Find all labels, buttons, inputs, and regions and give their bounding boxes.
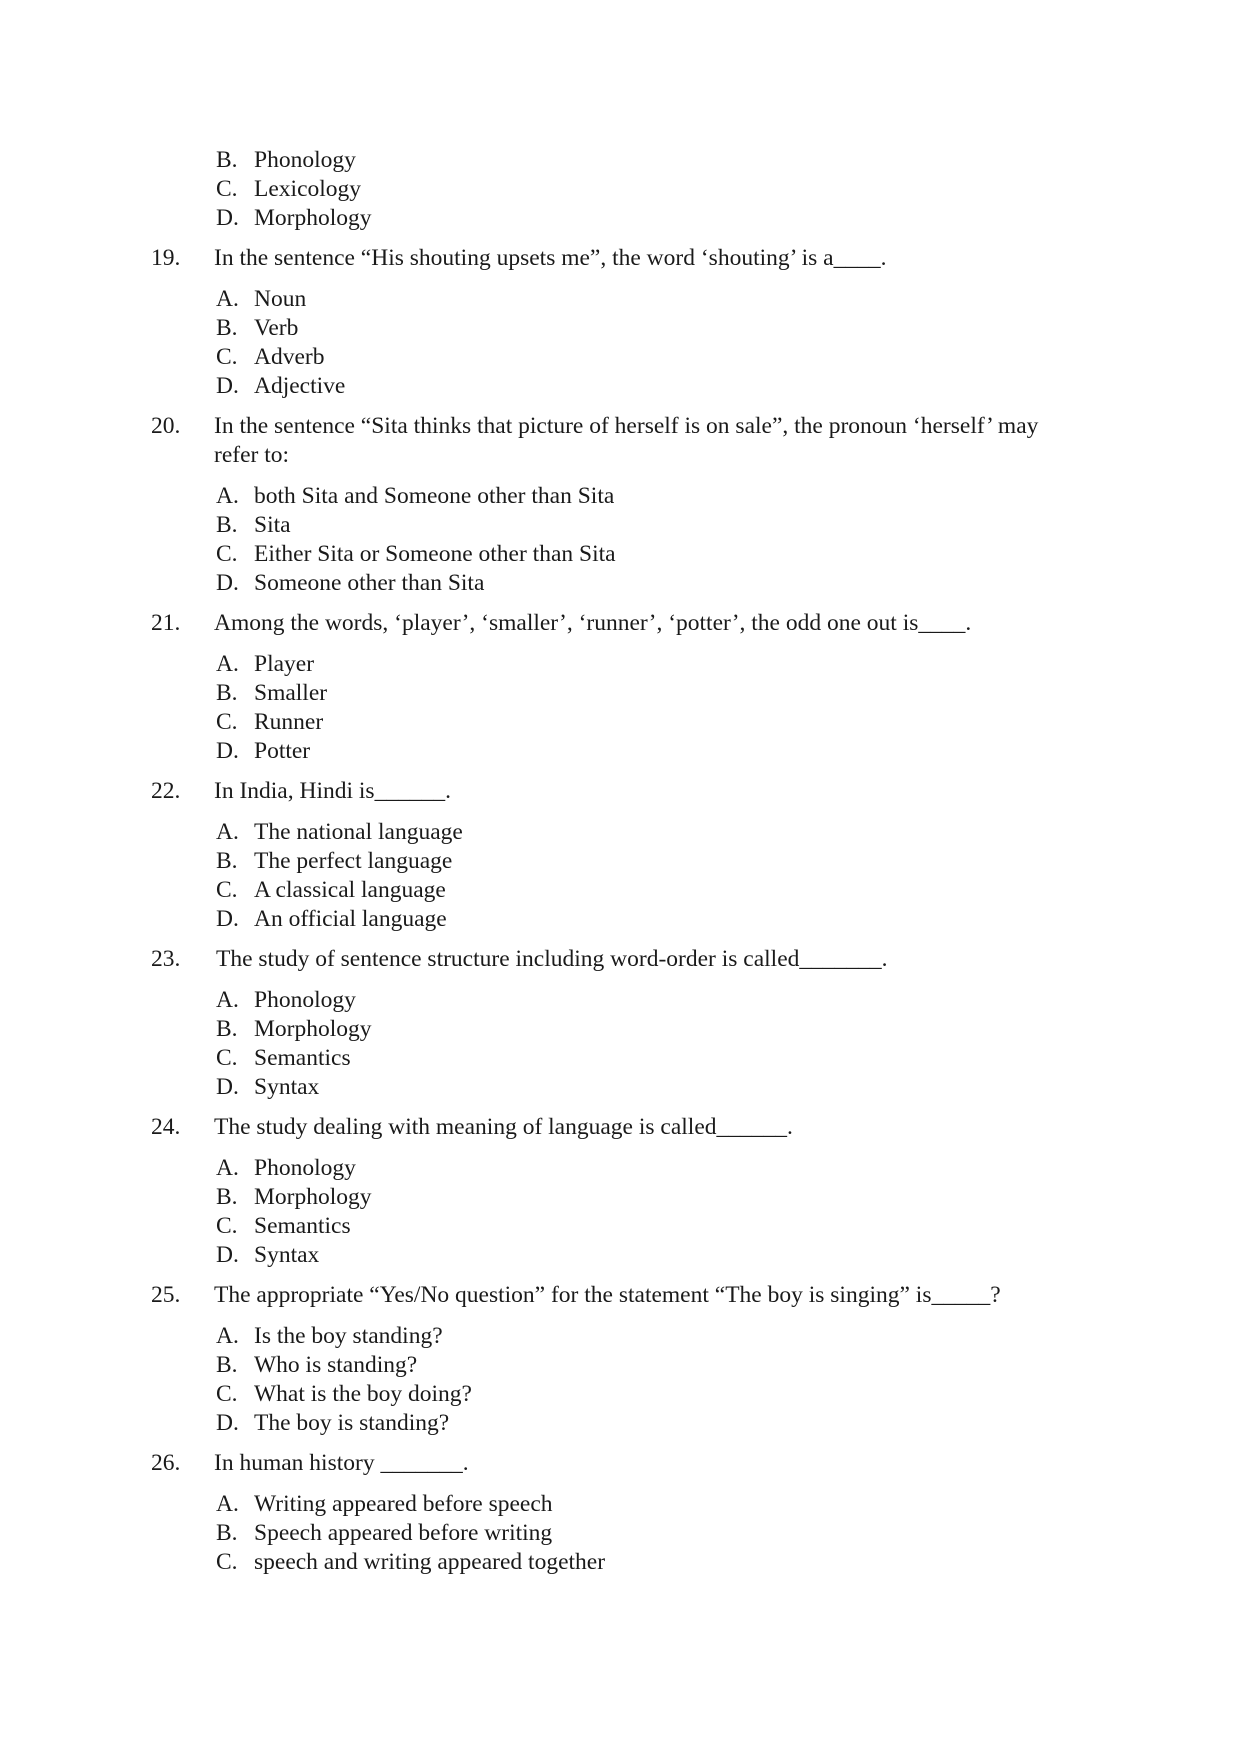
option-letter: A. <box>216 1323 239 1349</box>
option-letter: B. <box>216 1520 238 1546</box>
option-text: The perfect language <box>254 848 453 874</box>
option-text: A classical language <box>254 877 446 903</box>
question-text: The study dealing with meaning of language is called______. <box>214 1114 793 1140</box>
option-letter: D. <box>216 205 239 231</box>
question-22 <box>0 777 1240 934</box>
question-options <box>0 1322 1240 1438</box>
option-row <box>0 737 1240 766</box>
option-text: An official language <box>254 906 447 932</box>
option-row <box>0 204 1240 233</box>
question-20 <box>0 412 1240 598</box>
question-26 <box>0 1449 1240 1577</box>
option-text: Phonology <box>254 147 356 173</box>
option-letter: C. <box>216 1549 238 1575</box>
option-row <box>0 679 1240 708</box>
option-text: Sita <box>254 512 291 538</box>
option-text: Noun <box>254 286 307 312</box>
option-letter: A. <box>216 1155 239 1181</box>
option-letter: B. <box>216 680 238 706</box>
option-letter: C. <box>216 1213 238 1239</box>
option-text: The national language <box>254 819 463 845</box>
option-text: Lexicology <box>254 176 362 202</box>
option-text: Syntax <box>254 1242 320 1268</box>
option-row <box>0 569 1240 598</box>
option-letter: A. <box>216 651 239 677</box>
question-23 <box>0 945 1240 1102</box>
option-text: Syntax <box>254 1074 320 1100</box>
option-text: speech and writing appeared together <box>254 1549 606 1575</box>
option-letter: A. <box>216 483 239 509</box>
option-text: Runner <box>254 709 324 735</box>
option-text: What is the boy doing? <box>254 1381 472 1407</box>
option-row <box>0 372 1240 401</box>
question-options <box>0 285 1240 401</box>
continued-options <box>0 146 1240 233</box>
option-letter: B. <box>216 1352 238 1378</box>
question-19 <box>0 244 1240 401</box>
option-row <box>0 1073 1240 1102</box>
option-text: both Sita and Someone other than Sita <box>254 483 615 509</box>
option-letter: D. <box>216 1242 239 1268</box>
option-text: Speech appeared before writing <box>254 1520 553 1546</box>
option-text: Adverb <box>254 344 325 370</box>
option-letter: D. <box>216 1410 239 1436</box>
option-letter: B. <box>216 1016 238 1042</box>
option-row <box>0 1015 1240 1044</box>
question-number: 25. <box>151 1282 181 1308</box>
option-row <box>0 482 1240 511</box>
option-row <box>0 146 1240 175</box>
question-options <box>0 482 1240 598</box>
option-row <box>0 905 1240 934</box>
option-text: Who is standing? <box>254 1352 418 1378</box>
option-row <box>0 876 1240 905</box>
option-letter: C. <box>216 1045 238 1071</box>
option-letter: D. <box>216 738 239 764</box>
question-text: In India, Hindi is______. <box>214 778 451 804</box>
option-letter: C. <box>216 344 238 370</box>
option-row <box>0 1241 1240 1270</box>
option-letter: C. <box>216 1381 238 1407</box>
option-text: The boy is standing? <box>254 1410 450 1436</box>
question-options <box>0 986 1240 1102</box>
option-letter: B. <box>216 147 238 173</box>
question-text: In the sentence “Sita thinks that picture of herself is on sale”, the pronoun ‘herself’ may refer to: <box>214 413 1039 468</box>
option-text: Writing appeared before speech <box>254 1491 553 1517</box>
option-letter: D. <box>216 1074 239 1100</box>
question-number: 24. <box>151 1114 181 1140</box>
option-row <box>0 650 1240 679</box>
question-options <box>0 1490 1240 1577</box>
question-number: 23. <box>151 946 181 972</box>
question-text: The study of sentence structure including word-order is called_______. <box>216 946 888 972</box>
question-number: 20. <box>151 413 181 439</box>
option-letter: A. <box>216 286 239 312</box>
option-text: Player <box>254 651 315 677</box>
option-letter: D. <box>216 570 239 596</box>
option-text: Someone other than Sita <box>254 570 485 596</box>
option-row <box>0 986 1240 1015</box>
option-row <box>0 343 1240 372</box>
option-row <box>0 1154 1240 1183</box>
question-25 <box>0 1281 1240 1438</box>
question-number: 26. <box>151 1450 181 1476</box>
option-row <box>0 1183 1240 1212</box>
question-number: 21. <box>151 610 181 636</box>
option-text: Phonology <box>254 987 356 1013</box>
question-options <box>0 818 1240 934</box>
option-letter: B. <box>216 315 238 341</box>
option-letter: A. <box>216 987 239 1013</box>
option-letter: B. <box>216 1184 238 1210</box>
question-options <box>0 1154 1240 1270</box>
option-letter: C. <box>216 541 238 567</box>
question-21 <box>0 609 1240 766</box>
option-text: Either Sita or Someone other than Sita <box>254 541 616 567</box>
option-row <box>0 708 1240 737</box>
option-row <box>0 1322 1240 1351</box>
question-text: Among the words, ‘player’, ‘smaller’, ‘runner’, ‘potter’, the odd one out is____. <box>214 610 972 636</box>
option-row <box>0 1044 1240 1073</box>
option-text: Adjective <box>254 373 346 399</box>
option-text: Morphology <box>254 1184 372 1210</box>
option-row <box>0 285 1240 314</box>
option-row <box>0 1409 1240 1438</box>
option-text: Morphology <box>254 205 372 231</box>
option-text: Verb <box>254 315 299 341</box>
option-row <box>0 1351 1240 1380</box>
option-text: Is the boy standing? <box>254 1323 443 1349</box>
option-row <box>0 818 1240 847</box>
option-row <box>0 1490 1240 1519</box>
option-row <box>0 847 1240 876</box>
option-letter: B. <box>216 512 238 538</box>
option-text: Semantics <box>254 1045 351 1071</box>
option-row <box>0 1548 1240 1577</box>
question-options <box>0 650 1240 766</box>
option-letter: A. <box>216 1491 239 1517</box>
option-letter: A. <box>216 819 239 845</box>
question-number: 19. <box>151 245 181 271</box>
option-text: Semantics <box>254 1213 351 1239</box>
option-row <box>0 175 1240 204</box>
option-row <box>0 540 1240 569</box>
option-letter: B. <box>216 848 238 874</box>
option-letter: D. <box>216 906 239 932</box>
option-row <box>0 511 1240 540</box>
option-row <box>0 1519 1240 1548</box>
option-letter: C. <box>216 176 238 202</box>
question-text: In the sentence “His shouting upsets me”, the word ‘shouting’ is a____. <box>214 245 887 271</box>
option-text: Morphology <box>254 1016 372 1042</box>
option-text: Potter <box>254 738 311 764</box>
question-text: In human history _______. <box>214 1450 469 1476</box>
option-letter: D. <box>216 373 239 399</box>
option-letter: C. <box>216 877 238 903</box>
option-row <box>0 1212 1240 1241</box>
question-text: The appropriate “Yes/No question” for the statement “The boy is singing” is_____? <box>214 1282 1001 1308</box>
option-letter: C. <box>216 709 238 735</box>
option-row <box>0 314 1240 343</box>
option-text: Phonology <box>254 1155 356 1181</box>
option-text: Smaller <box>254 680 328 706</box>
question-24 <box>0 1113 1240 1270</box>
option-row <box>0 1380 1240 1409</box>
question-number: 22. <box>151 778 181 804</box>
